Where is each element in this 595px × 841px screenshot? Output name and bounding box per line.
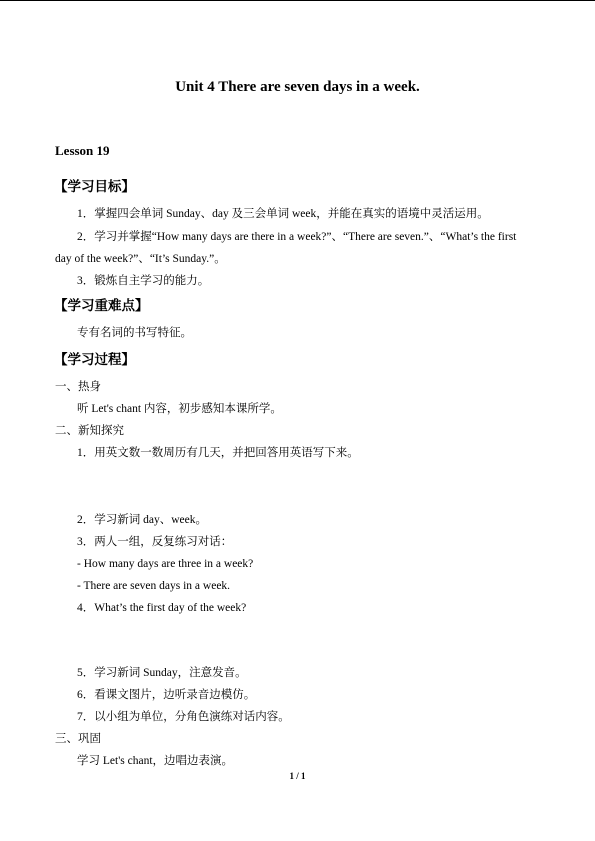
process-step: 学习 Let's chant，边唱边表演。 [77,755,234,767]
process-step: 4．What’s the first day of the week? [77,602,247,614]
top-rule [0,0,595,1]
objectives-heading: 【学习目标】 [54,179,135,194]
dialogue-line: - There are seven days in a week. [77,580,231,592]
objective-item-continuation: day of the week?”、“It’s Sunday.”。 [55,253,226,265]
process-heading: 【学习过程】 [54,352,135,367]
difficulty-item: 专有名词的书写特征。 [77,327,192,339]
lesson-label: Lesson 19 [55,143,110,158]
process-step: 5．学习新词 Sunday，注意发音。 [77,667,247,679]
objective-item: 1．掌握四会单词 Sunday、day 及三会单词 week，并能在真实的语境中灵活运用。 [77,208,489,220]
process-step: 2．学习新词 day、week。 [77,514,207,526]
difficulties-heading: 【学习重难点】 [54,298,149,313]
objective-item: 2．学习并掌握“How many days are there in a week?”、“There are seven.”、“What’s the first [77,231,517,243]
document-title: Unit 4 There are seven days in a week. [175,79,420,95]
process-section-title: 三、巩固 [55,733,101,745]
process-step: 听 Let's chant 内容，初步感知本课所学。 [77,403,282,415]
process-section-title: 二、新知探究 [55,425,124,437]
dialogue-line: - How many days are three in a week? [77,558,254,570]
objective-item: 3．锻炼自主学习的能力。 [77,275,210,287]
page-number: 1 / 1 [289,771,306,781]
process-step: 7．以小组为单位，分角色演练对话内容。 [77,711,290,723]
process-step: 1．用英文数一数周历有几天，并把回答用英语写下来。 [77,447,359,459]
process-step: 3．两人一组，反复练习对话： [77,536,233,548]
process-section-title: 一、热身 [55,381,101,393]
process-step: 6．看课文图片，边听录音边模仿。 [77,689,256,701]
